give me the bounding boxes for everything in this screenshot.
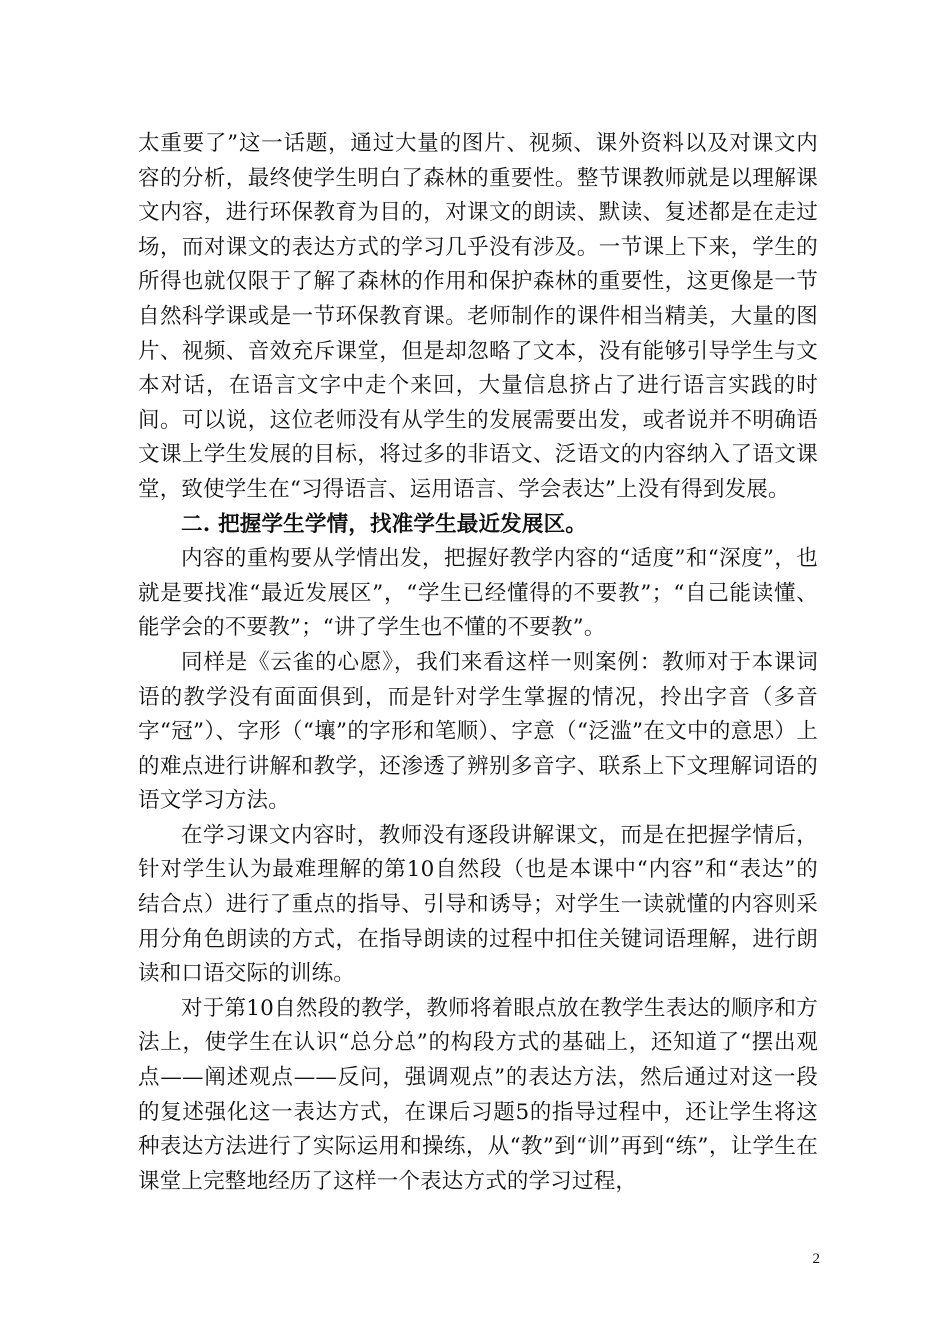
paragraph-continuation: 太重要了”这一话题，通过大量的图片、视频、课外资料以及对课文内容的分析，最终使学生明白了森林的重要性。整节课教师就是以理解课文内容，进行环保教育为目的，对课文的朗读、默读、复述都是在走过场，而对课文的表达方式的学习几乎没有涉及。一节课上下来，学生的所得也就仅限于了解了森林的作用和保护森林的重要性，这更像是一节自然科学课或是一节环保教育课。老师制作的课件相当精美，大量的图片、视频、音效充斥课堂，但是却忽略了文本，没有能够引导学生与文本对话，在语言文字中走个来回，大量信息挤占了进行语言实践的时间。可以说，这位老师没有从学生的发展需要出发，或者说并不明确语文课上学生发展的目标，将过多的非语文、泛语文的内容纳入了语文课堂，致使学生在“习得语言、运用语言、学会表达”上没有得到发展。 <box>138 131 818 502</box>
page-number: 2 <box>812 1251 820 1267</box>
paragraph: 内容的重构要从学情出发，把握好教学内容的“适度”和“深度”，也就是要找准“最近发展区”，“学生已经懂得的不要教”；“自己能读懂、能学会的不要教”；“讲了学生也不懂的不要教”。 <box>138 546 818 641</box>
section-heading: 二. 把握学生学情，找准学生最近发展区。 <box>181 511 587 537</box>
paragraph: 对于第10自然段的教学，教师将着眼点放在教学生表达的顺序和方法上，使学生在认识“总分总”的构段方式的基础上，还知道了“摆出观点——阐述观点——反问，强调观点”的表达方法，然后通过对这一段的复述强化这一表达方式，在课后习题5的指导过程中，还让学生将这种表达方法进行了实际运用和操练，从“教”到“训”再到“练”，让学生在课堂上完整地经历了这样一个表达方式的学习过程， <box>138 995 818 1194</box>
body-text <box>138 127 818 1199</box>
paragraph: 同样是《云雀的心愿》，我们来看这样一则案例：教师对于本课词语的教学没有面面俱到，而是针对学生掌握的情况，拎出字音（多音字“冠”）、字形（“壤”的字形和笔顺）、字意（“泛滥”在文中的意思）上的难点进行讲解和教学，还渗透了辨别多音字、联系上下文理解词语的语文学习方法。 <box>138 649 818 814</box>
paragraph: 在学习课文内容时，教师没有逐段讲解课文，而是在把握学情后，针对学生认为最难理解的第10自然段（也是本课中“内容”和“表达”的结合点）进行了重点的指导、引导和诱导；对学生一读就懂的内容则采用分角色朗读的方式，在指导朗读的过程中扣住关键词语理解，进行朗读和口语交际的训练。 <box>138 822 818 987</box>
